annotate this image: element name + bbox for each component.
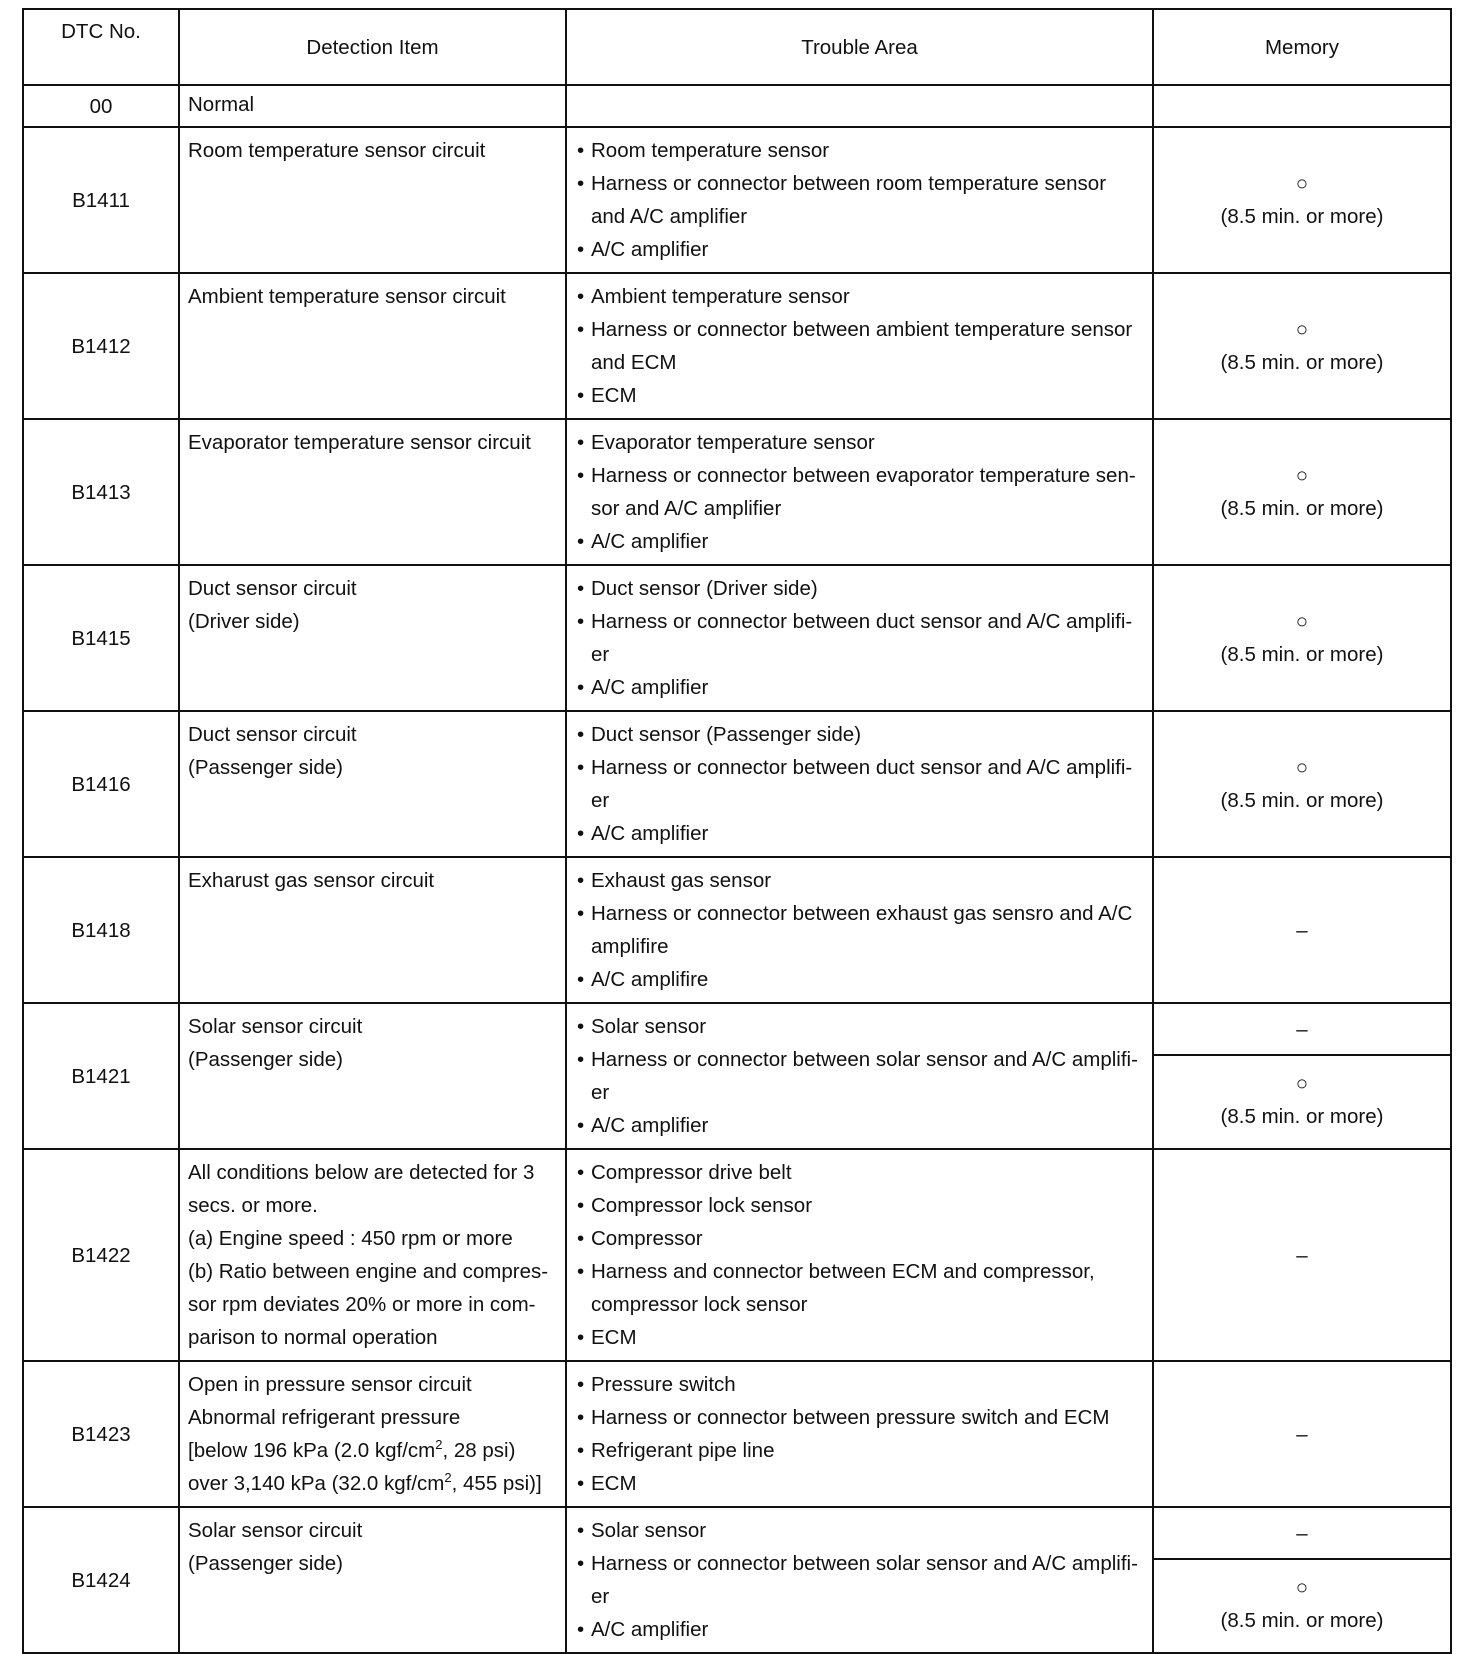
- trouble-area: [566, 1507, 1153, 1653]
- trouble-area-item: • Evaporator temperature sensor: [575, 426, 1144, 459]
- trouble-area-item: • A/C amplifier: [575, 525, 1144, 558]
- trouble-area-item: • Room temperature sensor: [575, 134, 1144, 167]
- trouble-area-item: • Solar sensor: [575, 1514, 1144, 1547]
- table-row: [23, 127, 1451, 273]
- memory-cell: [1153, 1361, 1451, 1507]
- memory-circle-block: [1154, 1560, 1450, 1648]
- memory-dash: –: [1154, 1508, 1450, 1560]
- memory-circle-icon: ○: [1295, 1072, 1309, 1095]
- trouble-area: [566, 419, 1153, 565]
- trouble-area-item: • Refrigerant pipe line: [575, 1434, 1144, 1467]
- dtc-code: 00: [23, 85, 179, 127]
- table-row: [23, 273, 1451, 419]
- trouble-area-item: • Harness or connector between pressure switch and ECM: [575, 1401, 1144, 1434]
- dtc-code: B1415: [23, 565, 179, 711]
- detection-item: Exharust gas sensor circuit: [179, 857, 566, 1003]
- trouble-area-item: • A/C amplifier: [575, 1613, 1144, 1646]
- trouble-area: [566, 565, 1153, 711]
- memory-cell: [1153, 127, 1451, 273]
- table-row: [23, 1507, 1451, 1653]
- trouble-area-item: • ECM: [575, 1321, 1144, 1354]
- dtc-code: B1413: [23, 419, 179, 565]
- dtc-code: B1412: [23, 273, 179, 419]
- table-row: [23, 711, 1451, 857]
- detection-item: All conditions below are detected for 3 secs. or more. (a) Engine speed : 450 rpm or more (b) Ratio between engine and compres-sor rpm deviates 20% or more in com-parison to normal operation: [179, 1149, 566, 1361]
- table-row: [23, 85, 1451, 127]
- memory-cell-split: [1153, 1507, 1451, 1653]
- table-row: [23, 857, 1451, 1003]
- dtc-code: B1411: [23, 127, 179, 273]
- trouble-area-item: • Harness or connector between exhaust gas sensro and A/C amplifire: [575, 897, 1144, 963]
- trouble-area-item: • Compressor lock sensor: [575, 1189, 1144, 1222]
- memory-circle-icon: ○: [1295, 464, 1309, 487]
- memory-dash: –: [1154, 1004, 1450, 1056]
- table-row: [23, 1149, 1451, 1361]
- trouble-area-item: • Harness or connector between duct sensor and A/C amplifi-er: [575, 751, 1144, 817]
- trouble-area-item: • Duct sensor (Passenger side): [575, 718, 1144, 751]
- trouble-area: [566, 85, 1153, 127]
- trouble-area-item: • A/C amplifier: [575, 233, 1144, 266]
- memory-dash: –: [1296, 918, 1308, 942]
- table-row: [23, 1003, 1451, 1149]
- trouble-area-item: • A/C amplifier: [575, 817, 1144, 850]
- memory-cell: [1153, 419, 1451, 565]
- dtc-code: B1416: [23, 711, 179, 857]
- trouble-area: [566, 127, 1153, 273]
- memory-dash: –: [1296, 1422, 1308, 1446]
- memory-note: (8.5 min. or more): [1220, 205, 1384, 228]
- trouble-area-item: • Duct sensor (Driver side): [575, 572, 1144, 605]
- memory-note: (8.5 min. or more): [1220, 789, 1384, 812]
- dtc-code: B1422: [23, 1149, 179, 1361]
- dtc-table: [22, 8, 1452, 1654]
- trouble-area-item: • Solar sensor: [575, 1010, 1144, 1043]
- trouble-area-item: • A/C amplifier: [575, 1109, 1144, 1142]
- detection-item: Evaporator temperature sensor circuit: [179, 419, 566, 565]
- trouble-area-item: • A/C amplifire: [575, 963, 1144, 996]
- memory-circle-icon: ○: [1295, 172, 1309, 195]
- memory-note: (8.5 min. or more): [1220, 643, 1384, 666]
- memory-dash: –: [1296, 1243, 1308, 1267]
- header-memory: Memory: [1153, 9, 1451, 85]
- detection-item: Solar sensor circuit (Passenger side): [179, 1003, 566, 1149]
- detection-item: Ambient temperature sensor circuit: [179, 273, 566, 419]
- trouble-area: [566, 1361, 1153, 1507]
- memory-note: (8.5 min. or more): [1220, 1105, 1384, 1128]
- trouble-area: [566, 1149, 1153, 1361]
- dtc-code: B1424: [23, 1507, 179, 1653]
- table-header-row: [23, 9, 1451, 85]
- trouble-area-item: • Harness and connector between ECM and compressor, compressor lock sensor: [575, 1255, 1144, 1321]
- memory-circle-icon: ○: [1295, 1576, 1309, 1599]
- header-dtc-no: DTC No.: [23, 9, 179, 85]
- header-trouble-area: Trouble Area: [566, 9, 1153, 85]
- trouble-area: [566, 857, 1153, 1003]
- trouble-area-item: • Harness or connector between duct sensor and A/C amplifi-er: [575, 605, 1144, 671]
- dtc-code: B1421: [23, 1003, 179, 1149]
- detection-item: Open in pressure sensor circuit Abnormal refrigerant pressure [below 196 kPa (2.0 kgf/$cm^2$, 28 psi) over 3,140 kPa (32.0 kgf/$cm^2$, 455 psi)]: [179, 1361, 566, 1507]
- trouble-area-item: • ECM: [575, 379, 1144, 412]
- memory-cell: [1153, 857, 1451, 1003]
- trouble-area-item: • ECM: [575, 1467, 1144, 1500]
- trouble-area-item: • Harness or connector between solar sensor and A/C amplifi-er: [575, 1043, 1144, 1109]
- detection-item: Duct sensor circuit (Driver side): [179, 565, 566, 711]
- trouble-area-item: • Exhaust gas sensor: [575, 864, 1144, 897]
- memory-circle-icon: ○: [1295, 756, 1309, 779]
- trouble-area-item: • Harness or connector between solar sensor and A/C amplifi-er: [575, 1547, 1144, 1613]
- dtc-code: B1423: [23, 1361, 179, 1507]
- memory-note: (8.5 min. or more): [1220, 497, 1384, 520]
- trouble-area-item: • Harness or connector between ambient temperature sensor and ECM: [575, 313, 1144, 379]
- table-row: [23, 565, 1451, 711]
- trouble-area-item: • Harness or connector between evaporator temperature sen-sor and A/C amplifier: [575, 459, 1144, 525]
- detection-item: Room temperature sensor circuit: [179, 127, 566, 273]
- dtc-code: B1418: [23, 857, 179, 1003]
- memory-circle-icon: ○: [1295, 610, 1309, 633]
- trouble-area-item: • Compressor: [575, 1222, 1144, 1255]
- memory-cell-split: [1153, 1003, 1451, 1149]
- memory-cell: [1153, 711, 1451, 857]
- memory-cell: [1153, 565, 1451, 711]
- memory-cell: [1153, 85, 1451, 127]
- trouble-area: [566, 273, 1153, 419]
- memory-cell: [1153, 1149, 1451, 1361]
- table-row: [23, 419, 1451, 565]
- detection-item: Duct sensor circuit (Passenger side): [179, 711, 566, 857]
- trouble-area-item: • Ambient temperature sensor: [575, 280, 1144, 313]
- trouble-area-item: • Compressor drive belt: [575, 1156, 1144, 1189]
- detection-item: Normal: [179, 85, 566, 127]
- memory-circle-icon: ○: [1295, 318, 1309, 341]
- memory-cell: [1153, 273, 1451, 419]
- memory-circle-block: [1154, 1056, 1450, 1144]
- memory-note: (8.5 min. or more): [1220, 1609, 1384, 1632]
- trouble-area-item: • Pressure switch: [575, 1368, 1144, 1401]
- table-row: [23, 1361, 1451, 1507]
- header-detection-item: Detection Item: [179, 9, 566, 85]
- detection-item: Solar sensor circuit (Passenger side): [179, 1507, 566, 1653]
- memory-note: (8.5 min. or more): [1220, 351, 1384, 374]
- trouble-area: [566, 1003, 1153, 1149]
- trouble-area-item: • A/C amplifier: [575, 671, 1144, 704]
- trouble-area-item: • Harness or connector between room temperature sensor and A/C amplifier: [575, 167, 1144, 233]
- trouble-area: [566, 711, 1153, 857]
